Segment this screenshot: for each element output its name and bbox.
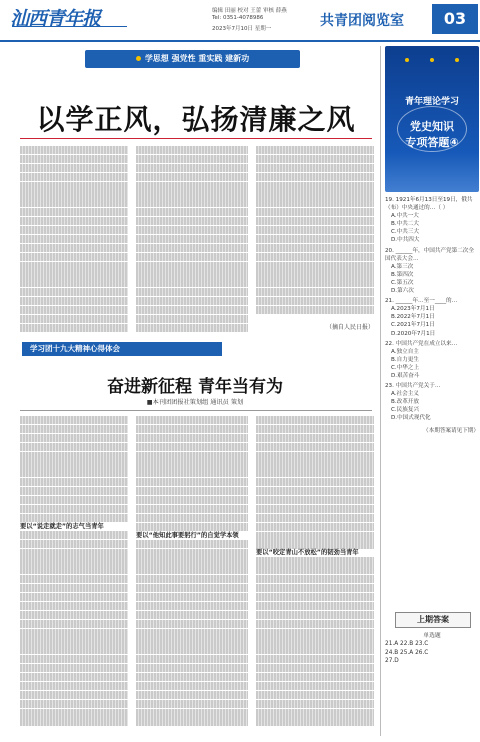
question-text: 22. 中国共产党在成立以来… — [385, 340, 458, 347]
option: B.中共二大 — [391, 221, 419, 228]
masthead-rule — [0, 40, 480, 42]
previous-answers-box — [385, 632, 479, 666]
editor-credits: 编辑 田丽 校对 王蕾 审核 薛燕 — [212, 8, 287, 14]
option: B.2022年7月1日 — [391, 314, 435, 321]
article2-column3 — [256, 416, 374, 738]
quiz-card-title: 青年理论学习 — [404, 97, 459, 107]
newspaper-logo: 汕西青年报 — [10, 8, 101, 30]
option: D.中共四大 — [391, 237, 420, 244]
masthead — [0, 0, 480, 40]
quiz-question — [385, 247, 479, 296]
article2-banner: 学习团十九大精神心得体会 — [22, 342, 222, 356]
quiz-question — [385, 297, 479, 337]
article2-column1 — [20, 416, 128, 738]
option: D.艰苦奋斗 — [391, 372, 420, 379]
article2-subhead-3: 要以“咬定青山不放松”的韧劲当青年 — [256, 549, 359, 557]
article1-headline: 以学正风，弘扬清廉之风 — [36, 103, 356, 136]
quiz-question — [385, 340, 479, 380]
question-text: 21. ______年…至一____的… — [385, 298, 458, 305]
option: A.中共一大 — [391, 213, 419, 220]
answers-line: 21.A 22.B 23.C — [385, 641, 429, 648]
article1-banner — [85, 50, 300, 68]
option: A.2023年7月1日 — [391, 306, 435, 313]
article1-column2 — [136, 146, 248, 336]
option: C.民族复兴 — [391, 407, 420, 414]
quiz-card-subtitle-2: 专项答题④ — [405, 136, 459, 149]
option: C.中共三大 — [391, 229, 420, 236]
option: C.2021年7月1日 — [391, 322, 435, 329]
page-number: 03 — [432, 4, 478, 34]
bullet-icon — [136, 56, 141, 61]
option: A.社会主义 — [391, 391, 419, 398]
option: B.自力更生 — [391, 356, 419, 363]
option: C.中华之上 — [391, 364, 420, 371]
article2-headline: 奋进新征程 青年当有为 — [107, 377, 283, 397]
article2-subhead-1: 要以“说走就走”的志气当青年 — [20, 522, 104, 530]
quiz-list — [385, 196, 479, 435]
star-icon — [405, 58, 409, 62]
previous-answers-title: 上期答案 — [395, 612, 471, 628]
article1-byline: （摘自人民日报） — [325, 324, 374, 331]
answer-note: （本期答案请见下期） — [423, 427, 479, 434]
question-text: 23. 中国共产党关于… — [385, 383, 441, 390]
option: A.独立自主 — [391, 348, 419, 355]
column-separator — [380, 46, 381, 736]
issue-date: 2023年7月10日 星期一 — [212, 26, 272, 32]
headline-divider — [20, 138, 372, 139]
article1-column1 — [20, 146, 128, 336]
question-text: 20. ______年，中国共产党第二次全国代表大会… — [385, 247, 474, 262]
option: D.第六次 — [391, 288, 414, 295]
option: D.2020年7月1日 — [391, 330, 436, 337]
question-text: 19. 1921年6月13日至19日，俄共（布）中央通过的…（ ） — [385, 197, 473, 212]
decorative-wave — [385, 152, 479, 192]
article2-subline: ■本刊团团报社策划组 通讯员 策划 — [146, 399, 244, 406]
option: C.第五次 — [391, 279, 414, 286]
article2-divider — [20, 410, 372, 411]
section-title: 共青团阅览室 — [320, 13, 404, 29]
option: B.第四次 — [391, 271, 414, 278]
quiz-card-subtitle-1: 党史知识 — [410, 120, 454, 133]
article1-column3 — [256, 146, 374, 316]
star-icon — [430, 58, 434, 62]
option: A.第三次 — [391, 263, 414, 270]
quiz-question — [385, 382, 479, 422]
logo-underline — [12, 26, 127, 34]
answers-line: 单选题 — [423, 633, 441, 639]
option: B.改革开放 — [391, 399, 419, 406]
quiz-promo-card — [385, 46, 479, 192]
star-icon — [455, 58, 459, 62]
option: D.中国式现代化 — [391, 415, 431, 422]
telephone: Tel: 0351-4078986 — [212, 15, 264, 21]
answers-line: 24.B 25.A 26.C — [385, 649, 429, 656]
article2-column2 — [136, 416, 248, 738]
article1-banner-text: 学思想 强党性 重实践 建新功 — [144, 54, 250, 63]
article2-subhead-2: 要以“他知此事要躬行”的自觉学本领 — [136, 531, 239, 539]
quiz-question — [385, 196, 479, 245]
answers-line: 27.D — [385, 658, 399, 665]
